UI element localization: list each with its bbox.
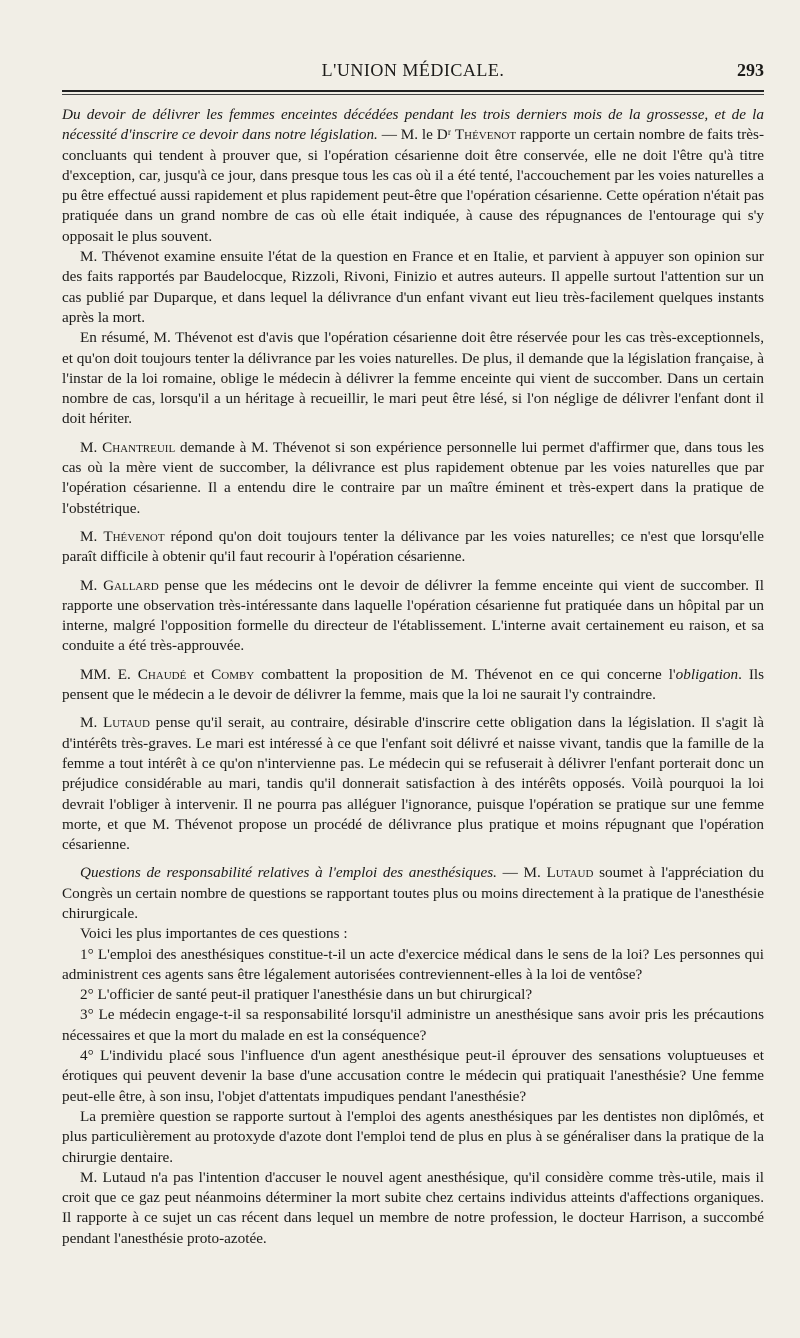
- speaker-name: Chantreuil: [102, 438, 176, 456]
- question-3: 3° Le médecin engage-t-il sa responsabilité lorsqu'il administre un anesthésique sans avoir pris les précautions nécessaires et que la mort du malade en est la conséquence?: [62, 1006, 764, 1044]
- question-4: 4° L'individu placé sous l'influence d'un agent anesthésique peut-il éprouver des sensations voluptueuses et érotiques qui peuvent devenir la base d'une accusation contre le médecin qui pratiquait l'anesthésie? Une femme peut-elle être, à son insu, l'objet d'attentats impudiques pendant l'anesthésie?: [62, 1047, 764, 1105]
- speaker-name: Chaudé: [137, 665, 187, 683]
- article-body: [62, 105, 764, 1249]
- paragraph-4: M. Chantreuil demande à M. Thévenot si son expérience personnelle lui permet d'affirmer que, dans tous les cas où la mère vient de succomber, la délivrance est plus rapidement obtenue par les voies naturelles que par l'opération césarienne. Il a entendu dire le contraire par un maître éminent et très-expert dans la pratique de l'obstétrique.: [62, 438, 764, 517]
- speaker-name: Lutaud: [546, 864, 594, 882]
- paragraph-12: M. Lutaud n'a pas l'intention d'accuser le nouvel agent anesthésique, qu'il considère comme très-utile, mais il croit que ce gaz peut néanmoins déterminer la mort subite chez certains individus atteints d'affections organiques. Il rapporte à ce sujet un cas récent dans lequel un membre de notre profession, le docteur Harrison, a succombé pendant l'anesthésie proto-azotée.: [62, 1168, 764, 1247]
- paragraph-11: La première question se rapporte surtout à l'emploi des agents anesthésiques par les dentistes non diplômés, et plus particulièrement au protoxyde d'azote dont l'emploi tend de plus en plus à se généraliser dans la pratique de la chirurgie dentaire.: [62, 1107, 764, 1166]
- speaker-name: Comby: [211, 665, 255, 683]
- paragraph-7: MM. E. Chaudé et Comby combattent la proposition de M. Thévenot en ce qui concerne l'obligation. Ils pensent que le médecin a le devoir de délivrer la femme, mais que la loi ne saurait l'y contraindre.: [62, 665, 765, 704]
- paragraph-2: M. Thévenot examine ensuite l'état de la question en France et en Italie, et parvient à appuyer son opinion sur des faits rapportés par Baudelocque, Rizzoli, Rivoni, Finizio et autres auteurs. Il appelle surtout l'attention sur un cas publié par Duparque, et dans lequel la délivrance d'un enfant vivant eut lieu très-facilement quelques instants après la mort.: [62, 248, 764, 326]
- speaker-name: Thévenot: [103, 527, 165, 545]
- speaker-name: Thévenot: [454, 126, 517, 144]
- speaker-name: Gallard: [103, 576, 159, 594]
- running-title: L'UNION MÉDICALE.: [321, 60, 505, 80]
- paragraph-6: M. Gallard pense que les médecins ont le devoir de délivrer la femme enceinte qui vient de succomber. Il rapporte une observation très-intéressante dans laquelle l'opération césarienne fut pratiquée dans un hôpital par un interne, malgré l'opposition formelle du directeur de l'établissement. L'interne avait certainement eu raison, et sa conduite a été très-approuvée.: [62, 576, 764, 655]
- paragraph-8: M. Lutaud pense qu'il serait, au contraire, désirable d'inscrire cette obligation dans la législation. Il s'agit là d'intérêts très-graves. Le mari est intéressé à ce que l'enfant soit délivré et naisse vivant, tandis que la famille de la femme a tout intérêt à ce qu'on n'intervienne pas. Le médecin qui se refuserait à délivrer l'enfant porterait donc un préjudice considérable au mari, tandis qu'il donnerait satisfaction à des intérêts opposés. Voilà pourquoi la loi devrait l'obliger à intervenir. Il ne pourra pas alléguer l'ignorance, puisque l'opération se pratique sur une femme morte, et que M. Thévenot propose un procédé de délivrance plus pratique et moins répugnant que l'opération césarienne.: [62, 714, 764, 854]
- paragraph-3: En résumé, M. Thévenot est d'avis que l'opération césarienne doit être réservée pour les cas très-exceptionnels, et qu'on doit toujours tenter la délivrance par les voies naturelles. De plus, il demande que la législation française, à l'instar de la loi romaine, oblige le médecin à délivrer la femme enceinte qui vient de succomber. Dans un certain nombre de cas, lorsqu'il a un héritage à recueillir, le mari peut être lésé, si l'on néglige de délivrer l'enfant dont il doit hériter.: [62, 329, 764, 428]
- header-rule: [62, 90, 764, 92]
- section-title: Du devoir de délivrer les femmes enceintes décédées pendant les trois derniers mois de la grossesse, et de la nécessité d'inscrire ce devoir dans notre législation.: [62, 106, 764, 144]
- paragraph-10: Voici les plus importantes de ces questions :: [80, 925, 348, 943]
- header-rule-thin: [62, 94, 764, 95]
- section-title: Questions de responsabilité relatives à l'emploi des anesthésiques.: [80, 864, 497, 882]
- question-2: 2° L'officier de santé peut-il pratiquer l'anesthésie dans un but chirurgical?: [80, 986, 533, 1004]
- paragraph-9: Questions de responsabilité relatives à l'emploi des anesthésiques. — M. Lutaud soumet à l'appréciation du Congrès un certain nombre de questions se rapportant toutes plus ou moins directement à la pratique de l'anesthésie chirurgicale.: [62, 864, 764, 922]
- paragraph-1: Du devoir de délivrer les femmes enceintes décédées pendant les trois derniers mois de la grossesse, et de la nécessité d'inscrire ce devoir dans notre législation. — M. le Dʳ Thévenot rapporte un certain nombre de faits très-concluants qui tendent à prouver que, si l'opération césarienne doit être conservée, elle ne doit l'être qu'à titre d'exception, car, jusqu'à ce jour, dans presque tous les cas où il a été tenté, l'accouchement par les voies naturelles a pu être effectué aussi rapidement et plus rapidement peut-être que l'opération césarienne. Cette opération n'était pas pratiquée dans un grand nombre de cas où elle était indiquée, à cause des répugnances de l'entourage qui s'y opposait le plus souvent.: [62, 106, 764, 245]
- speaker-name: Lutaud: [103, 714, 150, 732]
- page-header: [62, 58, 764, 86]
- question-list: [62, 945, 764, 1107]
- page-number: 293: [737, 60, 764, 80]
- paragraph-5: M. Thévenot répond qu'on doit toujours tenter la délivance par les voies naturelles; ce n'est que lorsqu'elle paraît difficile à obtenir qu'il faut recourir à l'opération césarienne.: [62, 527, 764, 566]
- question-1: 1° L'emploi des anesthésiques constitue-t-il un acte d'exercice médical dans le sens de la loi? Les personnes qui administrent ces agents sans être légalement autorisées contreviennent-elles à la loi de ventôse?: [62, 945, 764, 983]
